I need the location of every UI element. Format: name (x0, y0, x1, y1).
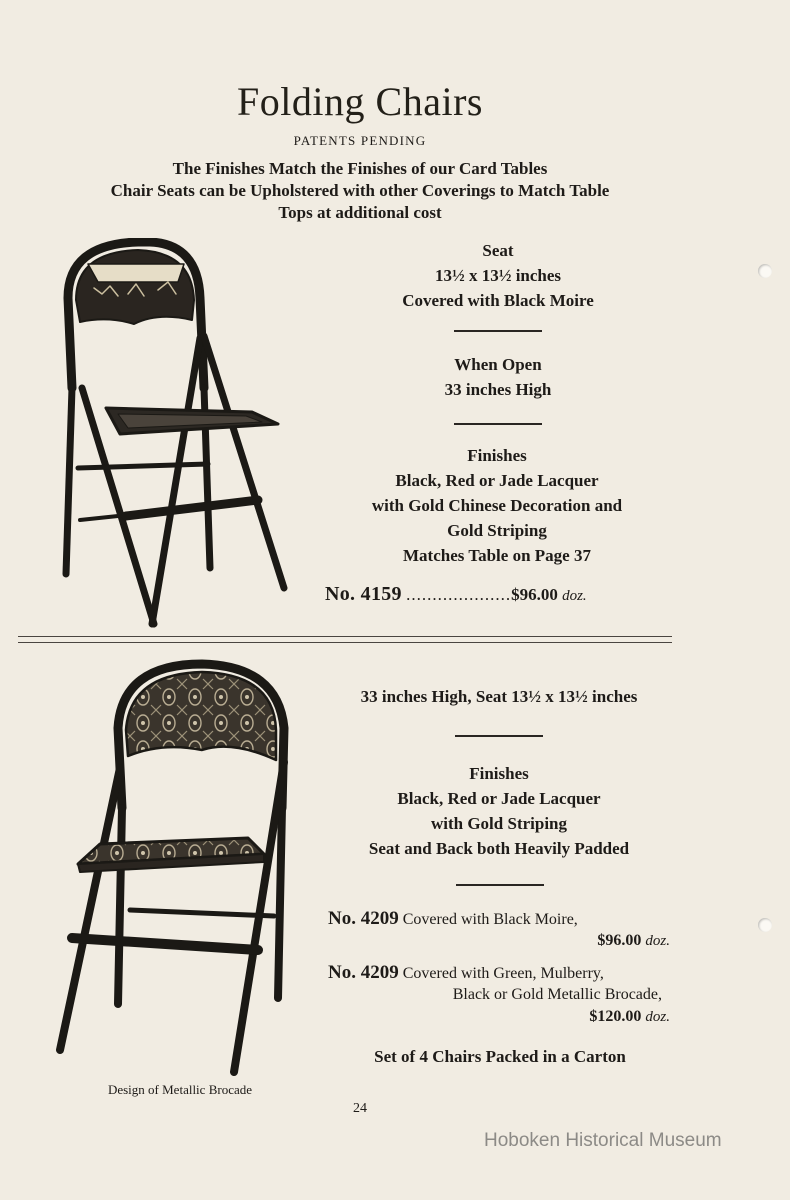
divider-rule (455, 735, 543, 737)
intro-text (40, 158, 680, 224)
chair-4159-open-height (340, 352, 656, 402)
leader-dots: .................... (406, 585, 512, 604)
model-desc: Covered with Green, Mulberry, (402, 965, 604, 982)
chair-4159-seat (340, 238, 656, 313)
finishes-line: with Gold Striping (430, 814, 568, 833)
divider-rule (456, 884, 544, 886)
chair-4209-brocade-price (430, 1008, 670, 1026)
open-heading: When Open (454, 355, 542, 374)
price: $120.00 (589, 1008, 642, 1025)
open-height: 33 inches High (444, 380, 552, 399)
intro-line: Tops at additional cost (278, 203, 442, 222)
patents-note: PATENTS PENDING (293, 133, 427, 148)
illustration-caption: Design of Metallic Brocade (107, 1082, 253, 1097)
intro-line: Chair Seats can be Upholstered with other Coverings to Match Table (110, 181, 610, 200)
price-unit: doz. (562, 588, 587, 604)
model-number: No. 4159 (325, 583, 402, 605)
section-separator (18, 636, 672, 637)
chair-4209-moire-line (328, 908, 578, 930)
section-separator (18, 642, 672, 643)
finishes-line: with Gold Chinese Decoration and (371, 496, 623, 515)
finishes-line: Gold Striping (447, 521, 547, 540)
model-number: No. 4209 (328, 962, 399, 983)
chair-4209-dimensions: 33 inches High, Seat 13½ x 13½ inches (360, 687, 638, 706)
chair-4209-moire-price (430, 932, 670, 950)
packing-note: Set of 4 Chairs Packed in a Carton (374, 1047, 626, 1066)
intro-line: The Finishes Match the Finishes of our Card Tables (172, 159, 548, 178)
divider-rule (454, 423, 542, 425)
seat-size: 13½ x 13½ inches (434, 266, 562, 285)
model-number: No. 4209 (328, 908, 399, 929)
watermark: Hoboken Historical Museum (484, 1130, 722, 1151)
model-desc: Covered with Black Moire, (402, 911, 578, 928)
seat-heading: Seat (482, 241, 514, 260)
chair-4159-price-line (325, 583, 587, 606)
chair-4209-finishes (318, 761, 680, 861)
binder-hole-top (758, 264, 772, 278)
divider-rule (454, 330, 542, 332)
finishes-line: Black, Red or Jade Lacquer (397, 789, 601, 808)
finishes-line: Matches Table on Page 37 (403, 546, 591, 565)
binder-hole-bottom (758, 918, 772, 932)
finishes-heading: Finishes (469, 764, 529, 783)
chair-4209-brocade-line (328, 962, 604, 984)
chair-4209-illustration (52, 658, 302, 1078)
finishes-line: Black, Red or Jade Lacquer (395, 471, 599, 490)
page-number: 24 (353, 1101, 367, 1116)
finishes-heading: Finishes (467, 446, 527, 465)
price-unit: doz. (645, 933, 670, 949)
finishes-line: Seat and Back both Heavily Padded (368, 839, 630, 858)
price: $96.00 (511, 585, 558, 604)
price-unit: doz. (645, 1009, 670, 1025)
chair-4159-illustration (58, 238, 298, 630)
chair-4159-finishes (330, 443, 664, 568)
price: $96.00 (597, 932, 642, 949)
chair-4209-brocade-desc: Black or Gold Metallic Brocade, (452, 986, 662, 1003)
page-title: Folding Chairs (237, 79, 483, 124)
seat-cover: Covered with Black Moire (402, 291, 594, 310)
